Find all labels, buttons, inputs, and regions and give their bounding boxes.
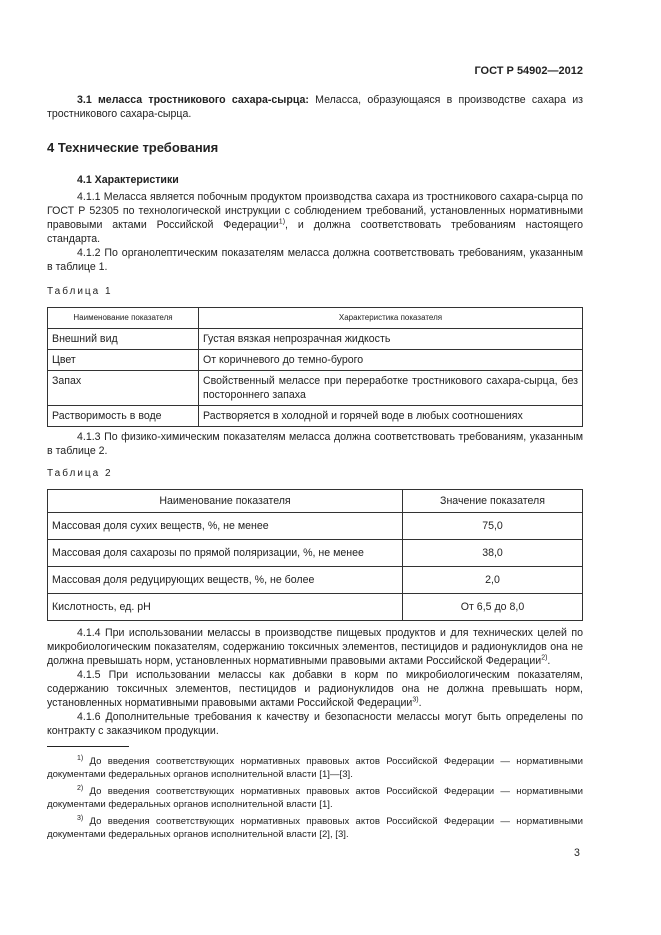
footnote [47,815,583,841]
cell: Растворяется в холодной и горячей воде в любых соотношениях [199,406,583,427]
cell: Массовая доля сахарозы по прямой поляризации, %, не менее [48,540,403,567]
table-header: Значение показателя [403,490,583,513]
table-row [48,406,583,427]
footnotes [47,755,583,841]
text-tail: . [418,697,422,709]
text: 4.1.5 При использовании мелассы как добавки в корм по микробиологическим показателям, содержанию токсичных элементов, пестицидов и радионуклидов она не должна превышать норм, установленных нормативными правовыми актами Российской Федерации [47,669,583,709]
table-header: Наименование показателя [48,308,199,329]
cell: Массовая доля редуцирующих веществ, %, не более [48,567,403,594]
subsection-heading: 4.1 Характеристики [77,174,179,186]
paragraph-4-1-2: 4.1.2 По органолептическим показателям меласса должна соответствовать требованиям, указанным в таблице 1. [47,247,583,273]
cell: 38,0 [403,540,583,567]
text: До введения соответствующих нормативных правовых актов Российской Федерации — нормативными документами федеральных органов исполнительной власти [1]. [47,786,583,810]
cell: Запах [48,371,199,406]
footnote [47,755,583,781]
footnote-ref: 2) [541,654,548,662]
paragraph-4-1-4 [47,626,583,668]
table-row [48,540,583,567]
cell: Густая вязкая непрозрачная жидкость [199,329,583,350]
section-heading: 4 Технические требования [47,140,219,155]
definition-text: Меласса, образующаяся в производстве сахара из тростникового сахара-сырца. [47,94,583,120]
paragraphs-4-1-4-to-6 [47,626,583,738]
table-row [48,594,583,621]
footnote-mark: 3) [77,814,84,822]
table-row [48,371,583,406]
paragraph-4-1-1 [47,190,583,274]
term: 3.1 меласса тростникового сахара-сырца: [77,94,309,106]
cell: От коричневого до темно-бурого [199,350,583,371]
text-tail: . [547,655,551,667]
footnote-divider [47,746,129,747]
text: До введения соответствующих нормативных правовых актов Российской Федерации — нормативными документами федеральных органов исполнительной власти [2], [3]. [47,816,583,840]
cell: Внешний вид [48,329,199,350]
table-header: Характеристика показателя [199,308,583,329]
footnote-ref: 3) [412,696,419,704]
table1-caption: Таблица 1 [47,286,113,297]
cell: 2,0 [403,567,583,594]
text-tail: , и должна соответствовать требованиям настоящего стандарта. [47,219,583,245]
text: 4.1.1 Меласса является побочным продуктом производства сахара из тростникового сахара-сырца по ГОСТ Р 52305 по технологической инструкции с соблюдением требований, установленных нормативными правовыми актами Российской Федерации [47,191,583,231]
definition-3-1 [47,93,583,121]
paragraph-4-1-5 [47,668,583,710]
table-row [48,513,583,540]
table-row [48,567,583,594]
text: 4.1.4 При использовании мелассы в производстве пищевых продуктов и для технических целей по микробиологическим показателям, содержанию токсичных элементов, пестицидов и радионуклидов она не должна превышать норм, установленных нормативными правовыми актами Российской Федерации [47,627,583,667]
footnote [47,785,583,811]
paragraph-4-1-6: 4.1.6 Дополнительные требования к качеству и безопасности мелассы могут быть определены по контракту с заказчиком продукции. [47,711,583,737]
table-header: Наименование показателя [48,490,403,513]
cell: Растворимость в воде [48,406,199,427]
document-id: ГОСТ Р 54902—2012 [474,65,583,77]
text: 4.1.3 По физико-химическим показателям меласса должна соответствовать требованиям, указанным в таблице 2. [47,431,583,457]
table2 [47,489,583,621]
table1 [47,307,583,427]
cell: Массовая доля сухих веществ, %, не менее [48,513,403,540]
cell: Цвет [48,350,199,371]
page-number: 3 [574,847,580,859]
table-row [48,329,583,350]
table-row [48,350,583,371]
footnote-ref: 1) [278,218,286,226]
footnote-mark: 2) [77,784,84,792]
footnote-mark: 1) [77,754,84,762]
paragraph-4-1-3 [47,430,583,458]
table2-caption: Таблица 2 [47,468,113,479]
cell: От 6,5 до 8,0 [403,594,583,621]
cell: Свойственный мелассе при переработке тростникового сахара-сырца, без постороннего запаха [199,371,583,406]
cell: Кислотность, ед. pH [48,594,403,621]
cell: 75,0 [403,513,583,540]
text: До введения соответствующих нормативных правовых актов Российской Федерации — нормативными документами федеральных органов исполнительной власти [1]—[3]. [47,756,583,780]
